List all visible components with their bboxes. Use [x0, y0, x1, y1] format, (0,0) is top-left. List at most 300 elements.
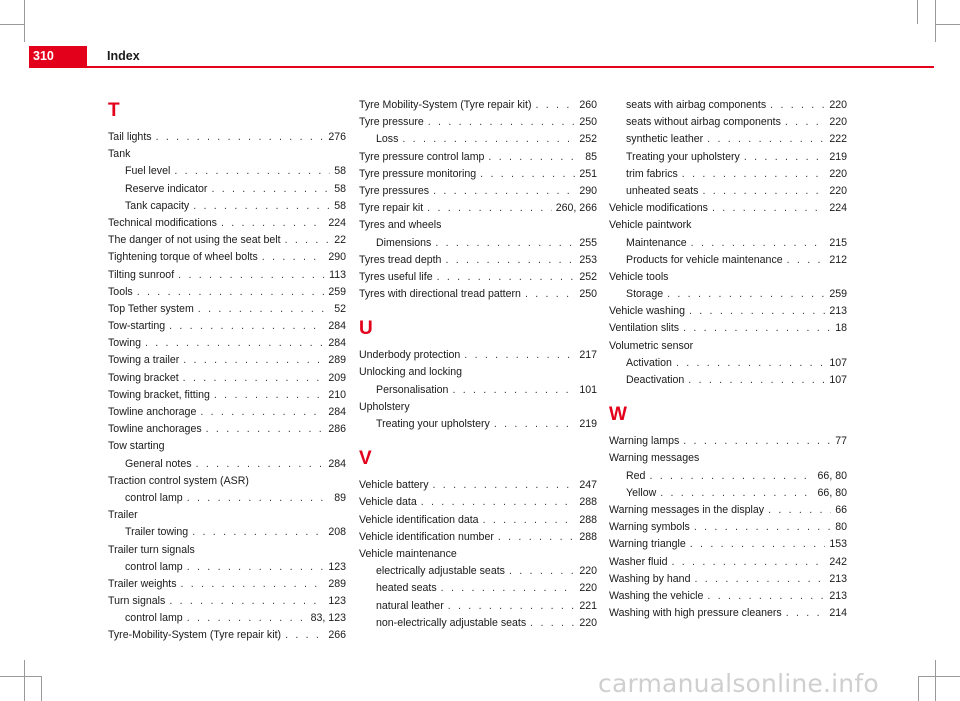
entry-label: Washing the vehicle — [609, 589, 704, 602]
leader-dots — [689, 303, 825, 320]
entry-page-ref[interactable]: 58 — [334, 182, 346, 195]
entry-page-ref[interactable]: 66, 80 — [817, 469, 847, 482]
entry-label: Towline anchorage — [108, 406, 197, 418]
index-subentry — [609, 149, 847, 166]
entry-label: heated seats — [376, 582, 437, 595]
entry-page-ref[interactable]: 123 — [328, 560, 346, 573]
index-subentry — [108, 163, 346, 180]
entry-page-ref[interactable]: 288 — [579, 530, 597, 543]
leader-dots — [671, 554, 825, 571]
entry-page-ref[interactable]: 288 — [579, 513, 597, 526]
index-entry — [609, 554, 847, 571]
leader-dots — [525, 286, 575, 303]
index-entry — [108, 352, 346, 369]
leader-dots — [464, 347, 575, 364]
index-entry — [108, 576, 346, 593]
leader-dots — [691, 235, 826, 252]
leader-dots — [688, 372, 825, 389]
leader-dots — [421, 494, 576, 511]
leader-dots — [198, 301, 330, 318]
entry-page-ref[interactable]: 208 — [328, 526, 346, 539]
entry-page-ref[interactable]: 58 — [334, 199, 346, 212]
entry-label: Treating your upholstery — [626, 150, 740, 163]
entry-page-ref[interactable]: 220 — [829, 167, 847, 180]
index-heading: Unlocking and locking — [359, 366, 463, 379]
leader-dots — [445, 252, 575, 269]
entry-page-ref[interactable]: 153 — [829, 538, 847, 551]
entry-page-ref[interactable]: 251 — [579, 167, 597, 180]
leader-dots — [187, 610, 307, 627]
leader-dots — [435, 235, 575, 252]
leader-dots — [206, 421, 325, 438]
entry-label: trim fabrics — [626, 167, 678, 180]
entry-label: Yellow — [626, 486, 657, 499]
leader-dots — [768, 502, 831, 519]
entry-label: Red — [626, 469, 646, 482]
index-entry — [359, 252, 597, 269]
entry-label: Vehicle modifications — [609, 202, 708, 215]
entry-page-ref[interactable]: 220 — [829, 99, 847, 111]
index-entry — [359, 477, 597, 494]
index-entry — [108, 421, 346, 438]
index-heading: Vehicle paintwork — [609, 219, 692, 232]
leader-dots — [137, 284, 325, 301]
entry-label: Tilting sunroof — [108, 268, 175, 281]
leader-dots — [441, 580, 576, 597]
leader-dots — [192, 524, 324, 541]
leader-dots — [433, 477, 576, 494]
leader-dots — [660, 485, 813, 502]
entry-label: The danger of not using the seat belt — [108, 234, 281, 247]
entry-label: Tyre repair kit — [359, 202, 424, 215]
entry-label: control lamp — [125, 491, 183, 504]
index-subentry — [609, 355, 847, 372]
entry-page-ref[interactable]: 220 — [579, 582, 597, 595]
entry-page-ref[interactable]: 250 — [579, 288, 597, 301]
entry-label: Underbody protection — [359, 349, 461, 362]
section-gap — [609, 389, 847, 403]
index-heading: Volumetric sensor — [609, 339, 694, 352]
entry-label: Tail lights — [108, 131, 152, 143]
leader-dots — [262, 249, 325, 266]
leader-dots — [285, 232, 331, 249]
entry-page-ref[interactable]: 253 — [579, 253, 597, 266]
entry-label: synthetic leather — [626, 133, 704, 146]
section-letter: V — [359, 448, 372, 470]
index-column-2 — [359, 97, 597, 632]
entry-page-ref[interactable]: 213 — [829, 589, 847, 602]
entry-page-ref[interactable]: 284 — [328, 457, 346, 470]
entry-page-ref[interactable]: 220 — [829, 184, 847, 197]
index-entry — [108, 593, 346, 610]
entry-page-ref[interactable]: 220 — [829, 116, 847, 129]
entry-label: Products for vehicle maintenance — [626, 253, 783, 266]
entry-label: electrically adjustable seats — [376, 565, 505, 578]
leader-dots — [452, 382, 575, 399]
leader-dots — [707, 588, 825, 605]
entry-page-ref[interactable]: 113 — [329, 268, 346, 281]
section-letter: U — [359, 318, 373, 340]
leader-dots — [196, 456, 325, 473]
index-entry — [609, 588, 847, 605]
index-heading: Upholstery — [359, 400, 410, 413]
leader-dots — [483, 512, 576, 529]
index-entry — [359, 166, 597, 183]
index-subentry — [108, 181, 346, 198]
leader-dots — [535, 97, 575, 114]
entry-label: Tyre Mobility-System (Tyre repair kit) — [359, 99, 532, 111]
index-entry — [108, 318, 346, 335]
index-entry — [609, 571, 847, 588]
leader-dots — [707, 131, 825, 148]
entry-label: Trailer towing — [125, 526, 189, 539]
entry-page-ref[interactable]: 276 — [328, 131, 346, 143]
entry-label: Tyres with directional tread pattern — [359, 288, 521, 301]
leader-dots — [183, 370, 325, 387]
entry-page-ref[interactable]: 22 — [334, 234, 346, 247]
entry-page-ref[interactable]: 284 — [328, 337, 346, 350]
index-subentry — [609, 372, 847, 389]
entry-page-ref[interactable]: 220 — [579, 565, 597, 578]
index-heading: Tank — [108, 148, 131, 161]
leader-dots — [694, 571, 825, 588]
entry-label: seats with airbag components — [626, 99, 767, 111]
leader-dots — [702, 183, 825, 200]
leader-dots — [448, 598, 576, 615]
leader-dots — [690, 536, 826, 553]
section-gap — [359, 303, 597, 317]
leader-dots — [683, 320, 831, 337]
entry-label: Deactivation — [626, 374, 685, 386]
index-subentry — [108, 524, 346, 541]
index-heading: Traction control system (ASR) — [108, 474, 249, 487]
entry-page-ref[interactable]: 250 — [579, 116, 597, 129]
index-subentry — [359, 131, 597, 148]
leader-dots — [200, 404, 324, 421]
entry-label: Towline anchorages — [108, 423, 202, 436]
index-heading: Trailer turn signals — [108, 543, 195, 556]
crop-mark — [935, 24, 960, 25]
entry-page-ref[interactable]: 58 — [334, 165, 346, 178]
entry-label: Warning symbols — [609, 521, 690, 534]
entry-page-ref[interactable]: 219 — [829, 150, 847, 163]
index-entry — [108, 129, 346, 146]
entry-label: Turn signals — [108, 595, 166, 608]
entry-label: Activation — [626, 356, 672, 369]
entry-label: Vehicle data — [359, 496, 417, 509]
leader-dots — [786, 605, 826, 622]
crop-mark — [24, 0, 25, 42]
index-subentry — [108, 456, 346, 473]
entry-page-ref[interactable]: 289 — [328, 354, 346, 367]
index-entry — [359, 183, 597, 200]
index-subentry — [609, 286, 847, 303]
entry-page-ref[interactable]: 290 — [328, 251, 346, 264]
index-entry — [359, 494, 597, 511]
entry-page-ref[interactable]: 52 — [334, 302, 346, 315]
entry-label: control lamp — [125, 560, 183, 573]
index-column-1 — [108, 97, 346, 645]
index-subentry — [108, 610, 346, 627]
leader-dots — [676, 355, 825, 372]
entry-page-ref[interactable]: 123 — [328, 595, 346, 608]
index-entry — [108, 335, 346, 352]
index-subentry — [609, 485, 847, 502]
index-entry — [108, 387, 346, 404]
entry-label: Tyres useful life — [359, 270, 433, 283]
entry-label: non-electrically adjustable seats — [376, 616, 527, 629]
page-number: 310 — [33, 49, 54, 63]
entry-label: Washing with high pressure cleaners — [609, 607, 782, 620]
index-entry — [359, 512, 597, 529]
leader-dots — [428, 114, 576, 131]
entry-label: Tyre pressure control lamp — [359, 150, 485, 163]
entry-page-ref[interactable]: 260 — [579, 99, 597, 111]
leader-dots — [744, 149, 825, 166]
entry-page-ref[interactable]: 252 — [579, 133, 597, 146]
index-entry — [359, 286, 597, 303]
entry-label: Loss — [376, 133, 399, 146]
index-entry — [359, 200, 597, 217]
index-column-3 — [609, 97, 847, 622]
leader-dots — [193, 198, 330, 215]
entry-label: Treating your upholstery — [376, 418, 490, 430]
entry-label: Tools — [108, 285, 133, 298]
entry-page-ref[interactable]: 259 — [328, 285, 346, 298]
leader-dots — [402, 131, 575, 148]
index-entry — [609, 320, 847, 337]
index-entry — [609, 200, 847, 217]
entry-page-ref[interactable]: 66 — [835, 503, 847, 516]
entry-label: Vehicle identification data — [359, 513, 479, 526]
leader-dots — [145, 335, 324, 352]
crop-mark — [918, 677, 919, 701]
index-entry — [359, 347, 597, 364]
index-entry — [609, 433, 847, 450]
entry-page-ref[interactable]: 217 — [579, 349, 597, 362]
entry-label: Vehicle washing — [609, 305, 685, 318]
entry-label: Warning messages in the display — [609, 503, 765, 516]
entry-page-ref[interactable]: 107 — [829, 374, 847, 386]
entry-page-ref[interactable]: 224 — [328, 216, 346, 229]
watermark: carmanualsonline.info — [598, 669, 879, 698]
leader-dots — [211, 181, 330, 198]
entry-page-ref[interactable]: 213 — [829, 572, 847, 585]
crop-mark — [935, 660, 936, 701]
entry-page-ref[interactable]: 80 — [835, 521, 847, 534]
leader-dots — [530, 615, 575, 632]
entry-label: Towing — [108, 337, 141, 350]
entry-label: Vehicle battery — [359, 479, 429, 492]
entry-label: General notes — [125, 457, 192, 470]
entry-page-ref[interactable]: 284 — [328, 406, 346, 418]
entry-label: Towing a trailer — [108, 354, 180, 367]
entry-label: Tightening torque of wheel bolts — [108, 251, 258, 264]
index-subentry — [359, 563, 597, 580]
index-subentry — [108, 490, 346, 507]
index-entry — [609, 303, 847, 320]
index-subentry — [609, 97, 847, 114]
entry-page-ref[interactable]: 107 — [829, 356, 847, 369]
entry-page-ref[interactable]: 242 — [829, 555, 847, 568]
entry-page-ref[interactable]: 85 — [585, 150, 597, 163]
leader-dots — [221, 215, 324, 232]
entry-label: Ventilation slits — [609, 322, 680, 335]
entry-page-ref[interactable]: 288 — [579, 496, 597, 509]
leader-dots — [785, 114, 825, 131]
entry-page-ref[interactable]: 247 — [579, 479, 597, 492]
entry-label: Towing bracket, fitting — [108, 388, 210, 401]
entry-page-ref[interactable]: 89 — [334, 491, 346, 504]
leader-dots — [183, 352, 324, 369]
leader-dots — [214, 387, 324, 404]
entry-label: Washer fluid — [609, 555, 668, 568]
entry-page-ref[interactable]: 210 — [328, 388, 346, 401]
header-rule — [87, 66, 934, 68]
page-title: Index — [107, 49, 140, 63]
leader-dots — [480, 166, 575, 183]
index-heading: Vehicle tools — [609, 270, 669, 283]
leader-dots — [770, 97, 825, 114]
entry-page-ref[interactable]: 266 — [328, 629, 346, 642]
leader-dots — [683, 433, 831, 450]
entry-page-ref[interactable]: 286 — [328, 423, 346, 436]
entry-label: Washing by hand — [609, 572, 691, 585]
crop-mark — [41, 677, 42, 701]
index-heading: Trailer — [108, 509, 138, 522]
leader-dots — [187, 490, 331, 507]
index-entry — [359, 97, 597, 114]
entry-page-ref[interactable]: 260, 266 — [555, 202, 597, 215]
entry-label: seats without airbag components — [626, 116, 781, 129]
leader-dots — [494, 416, 575, 433]
crop-mark — [917, 0, 918, 24]
entry-label: Dimensions — [376, 236, 432, 249]
index-subentry — [359, 615, 597, 632]
leader-dots — [509, 563, 575, 580]
entry-label: Tyre pressures — [359, 184, 430, 197]
entry-page-ref[interactable]: 77 — [835, 435, 847, 448]
index-heading: Tyres and wheels — [359, 219, 442, 232]
entry-page-ref[interactable]: 224 — [829, 202, 847, 215]
leader-dots — [437, 269, 576, 286]
leader-dots — [498, 529, 575, 546]
index-subentry — [359, 416, 597, 433]
entry-page-ref[interactable]: 219 — [579, 418, 597, 430]
leader-dots — [187, 559, 325, 576]
index-subentry — [359, 598, 597, 615]
index-heading: Tow starting — [108, 440, 165, 453]
entry-page-ref[interactable]: 222 — [829, 133, 847, 146]
entry-page-ref[interactable]: 252 — [579, 270, 597, 283]
section-letter: W — [609, 404, 627, 426]
index-entry — [108, 232, 346, 249]
index-entry — [108, 267, 346, 284]
leader-dots — [488, 149, 581, 166]
leader-dots — [427, 200, 552, 217]
index-entry — [359, 529, 597, 546]
entry-label: Top Tether system — [108, 302, 194, 315]
index-entry — [108, 284, 346, 301]
index-subentry — [609, 114, 847, 131]
entry-page-ref[interactable]: 220 — [579, 616, 597, 629]
index-entry — [359, 149, 597, 166]
section-gap — [359, 433, 597, 447]
entry-page-ref[interactable]: 83, 123 — [310, 612, 346, 625]
entry-label: Maintenance — [626, 236, 687, 249]
entry-label: Tow-starting — [108, 320, 166, 333]
entry-label: Fuel level — [125, 165, 171, 178]
entry-label: Storage — [626, 288, 664, 301]
entry-page-ref[interactable]: 290 — [579, 184, 597, 197]
leader-dots — [174, 163, 330, 180]
index-entry — [609, 536, 847, 553]
entry-label: Tank capacity — [125, 199, 190, 212]
entry-label: Trailer weights — [108, 577, 177, 590]
entry-label: control lamp — [125, 612, 183, 625]
entry-label: Tyre pressure — [359, 116, 424, 129]
entry-page-ref[interactable]: 213 — [829, 305, 847, 318]
index-subentry — [609, 252, 847, 269]
leader-dots — [682, 166, 826, 183]
index-heading: Warning messages — [609, 452, 700, 465]
section-letter: T — [108, 100, 120, 121]
crop-mark — [24, 660, 25, 701]
index-entry — [108, 301, 346, 318]
entry-label: Towing bracket — [108, 371, 179, 384]
index-entry — [108, 215, 346, 232]
leader-dots — [694, 519, 831, 536]
entry-page-ref[interactable]: 214 — [829, 607, 847, 620]
index-entry — [609, 605, 847, 622]
entry-page-ref[interactable]: 221 — [579, 599, 597, 612]
entry-page-ref[interactable]: 255 — [579, 236, 597, 249]
index-entry — [108, 404, 346, 421]
entry-label: Tyre pressure monitoring — [359, 167, 477, 180]
entry-label: Tyre-Mobility-System (Tyre repair kit) — [108, 629, 282, 642]
leader-dots — [181, 576, 325, 593]
leader-dots — [712, 200, 825, 217]
entry-page-ref[interactable]: 212 — [829, 253, 847, 266]
index-subentry — [108, 559, 346, 576]
index-entry — [108, 370, 346, 387]
index-entry — [609, 519, 847, 536]
entry-label: Warning lamps — [609, 435, 680, 448]
leader-dots — [667, 286, 825, 303]
crop-mark — [0, 24, 24, 25]
leader-dots — [156, 129, 325, 146]
index-entry — [359, 269, 597, 286]
entry-label: Technical modifications — [108, 216, 217, 229]
entry-page-ref[interactable]: 289 — [328, 577, 346, 590]
entry-page-ref[interactable]: 215 — [829, 236, 847, 249]
entry-label: Warning triangle — [609, 538, 686, 551]
entry-page-ref[interactable]: 101 — [579, 383, 597, 396]
entry-page-ref[interactable]: 259 — [829, 288, 847, 301]
index-entry — [609, 502, 847, 519]
entry-label: unheated seats — [626, 184, 699, 197]
entry-page-ref[interactable]: 209 — [328, 371, 346, 384]
entry-page-ref[interactable]: 66, 80 — [817, 486, 847, 499]
leader-dots — [285, 627, 324, 644]
entry-label: Vehicle identification number — [359, 530, 494, 543]
leader-dots — [433, 183, 575, 200]
index-subentry — [609, 468, 847, 485]
entry-page-ref[interactable]: 18 — [835, 322, 847, 335]
crop-mark — [918, 676, 960, 677]
index-subentry — [359, 382, 597, 399]
entry-page-ref[interactable]: 284 — [328, 320, 346, 333]
